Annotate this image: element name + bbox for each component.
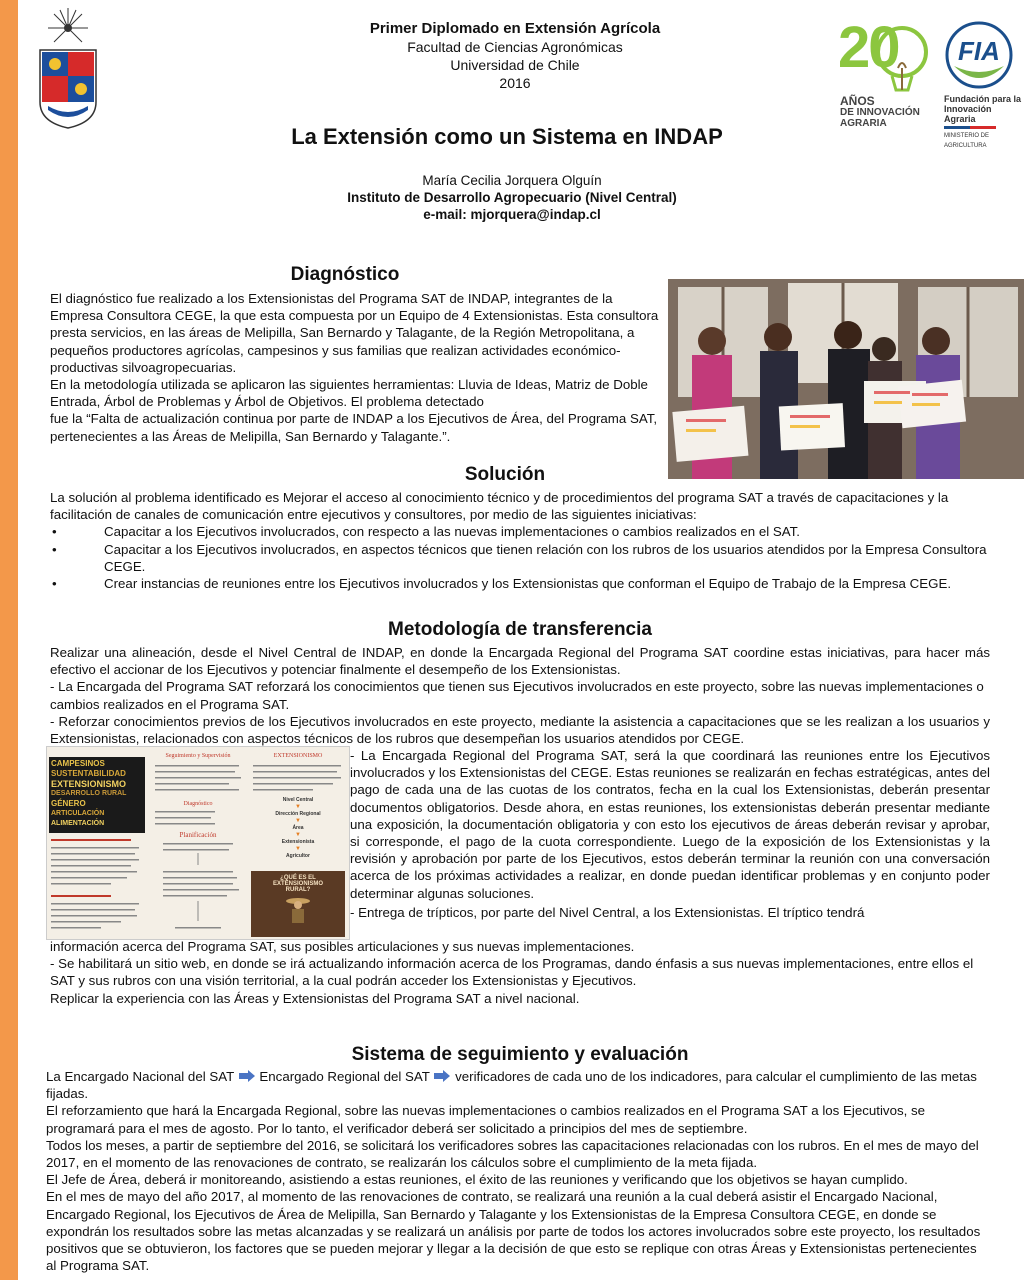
team-photo (668, 279, 1024, 479)
triptico-flow (251, 797, 345, 860)
flow-4: Extensionista (281, 839, 315, 845)
triptico-question-panel (251, 871, 345, 937)
header-block (300, 20, 730, 92)
seguimiento-heading: Sistema de seguimiento y evaluación (351, 1044, 689, 1065)
triptico-col2-sub1: Diagnóstico (183, 801, 213, 807)
anos-line3: AGRARIA (840, 118, 887, 129)
solucion-bullet-3: • Crear instancias de reuniones entre los Ejecutivos involucrados y los Extensionistas que conforman el Equipo de Trabajo de la Empresa CEGE. (50, 575, 990, 592)
triptico-col3-title: EXTENSIONISMO (273, 753, 323, 759)
metodologia-heading: Metodología de transferencia (388, 619, 652, 640)
seguimiento-p2: El reforzamiento que hará la Encargada Regional, sobre las nuevas implementaciones o cambios realizados en el Programa SAT a los Ejecutivos, se programará para el mes de agosto. Por lo tanto, el verificador deberá ser solicitado a principios del mes de septiembre. (46, 1103, 926, 1136)
flow-arrow-4-icon: ▼ (295, 846, 301, 852)
solucion-list (50, 523, 990, 592)
triptico-col3-text (251, 763, 345, 795)
year: 2016 (499, 75, 531, 91)
seguimiento-l1c: verificadores de cada uno de los indicadores, para calcular el cumplimiento de las metas fijadas. (46, 1069, 977, 1102)
diagnostico-p1: El diagnóstico fue realizado a los Extensionistas del Programa SAT de INDAP, integrantes de la Empresa Consultora CEGE, la que esta compuesta por un Equipo de 4 Extensionistas. Esta consultora presta servicios, en las áreas de Melipilla, San Bernardo y Talagante, de la Región Metropolitana, a pequeños productores agrícolas, campesinos y sus familias que realizan actividades económico-productivas silvoagropecuarias. (50, 291, 659, 375)
metodologia-p2: - La Encargada del Programa SAT reforzará los conocimientos que tienen sus Ejecutivos involucrados en este proyecto, sobre las nuevas implementaciones o cambios realizados en el Programa SAT. (50, 679, 984, 712)
metodologia-text-top (50, 644, 990, 747)
diagnostico-text (50, 290, 666, 445)
fia-line1: Fundación para la (944, 94, 1022, 104)
flow-1: Nivel Central (282, 797, 314, 803)
fia-line2: Innovación Agraria (944, 104, 992, 124)
solucion-text (50, 489, 990, 592)
metodologia-p1: Realizar una alineación, desde el Nivel Central de INDAP, en donde la Encargada Regional del Programa SAT coordine estas iniciativas, para hacer más efectivo el accionar de los Ejecutivos y potenciar finalmente el desempeño de los Extensionistas. (50, 645, 990, 678)
metodologia-p5b: información acerca del Programa SAT, sus posibles articulaciones y sus nuevas implementaciones. (50, 939, 635, 954)
flow-arrow-2-icon: ▼ (295, 818, 301, 824)
solucion-intro: La solución al problema identificado es Mejorar el acceso al conocimiento técnico y de procedimientos del programa SAT a través de capacitaciones y la facilitación de canales de comunicación entre ejecutivos y consultores, por medio de las siguientes iniciativas: (50, 490, 949, 523)
anos-line2: DE INNOVACIÓN (840, 107, 920, 118)
flow-2: Dirección Regional (275, 811, 321, 817)
diagnostico-p2: En la metodología utilizada se aplicaron las siguientes herramientas: Lluvia de Ideas, Matriz de Doble Entrada, Árbol de Problemas y Árbol de Objetivos. El problema detectado (50, 377, 648, 410)
diagnostico-p3: fue la “Falta de actualización continua por parte de INDAP a los Ejecutivos de Área, del Programa SAT, pertenecientes a las Áreas de Melipilla, San Bernardo y Talagante.”. (50, 411, 658, 444)
flow-5: Agricultor (286, 853, 310, 859)
flow-arrow-3-icon: ▼ (295, 832, 301, 838)
word-7: ALIMENTACIÓN (51, 820, 105, 827)
anos-line1: AÑOS (840, 94, 875, 108)
solucion-bullet-1: • Capacitar a los Ejecutivos involucrados, con respecto a las nuevas implementaciones o cambios realizados en el SAT. (50, 523, 990, 540)
triptico-col2-text (151, 761, 245, 937)
university-crest-logo (36, 6, 100, 130)
seguimiento-p1 (46, 1068, 990, 1102)
seguimiento-p4: El Jefe de Área, deberá ir monitoreando, asistiendo a estas reuniones, el éxito de las reuniones y verificando que los objetivos se hayan cumplido. (46, 1172, 908, 1188)
arrow-right-icon (239, 1070, 255, 1082)
seguimiento-p3: Todos los meses, a partir de septiembre del 2016, se solicitará los verificadores sobres las capacitaciones relacionadas con los rubros. En el mes de mayo del 2017, en el momento de las renovaciones de contrato, se realizarán los cálculos sobre el cumplimiento de la meta fijada. (46, 1137, 979, 1171)
metodologia-p3: - Reforzar conocimientos previos de los Ejecutivos involucrados en este proyecto, mediante la asistencia a capacitaciones que se les realizan a los usuarios y Extensionistas, relacionados con aspectos técnicos de los rubros que desempeñan los usuarios atendidos por CEGE. (50, 713, 990, 747)
flow-3: Área (292, 825, 304, 831)
word-cloud (49, 757, 145, 833)
metodologia-p6: - Se habilitará un sitio web, en donde se irá actualizando información acerca de los Programas, dando énfasis a sus nuevas implementaciones, entre ellos el SAT y sus rubros con una visión territorial, a la cual podrán acceder los Extensionistas y Ejecutivos. (50, 956, 974, 989)
metodologia-p4: - La Encargada Regional del Programa SAT, será la que coordinará las reuniones entre los Ejecutivos involucrados y los Extensionistas del CEGE. Estas reuniones se realizarán en fechas estratégicas, antes del pago de cada una de las cuotas de los contratos, fecha en la cual los Extensionistas, deberán presentar documentos obligatorios. Desde ahora, en estas reuniones, los extensionistas deberán presentar mediante una exposición, la documentación obligatoria y con esto los ejecutivos de áreas deberán revisar y aprobar, si corresponde, el pago de la cuota correspondiente. Luego de la exposición de los Extensionistas y la revisión y aprobación por parte de los Ejecutivos, estos deberán terminar la reunión con una conversación acerca de los próximas actividades a realizar, en donde puedan identificar problemas y en conjunto poder determinar algunas soluciones. (350, 748, 990, 901)
triptico-image (46, 746, 350, 940)
seguimiento-text (46, 1068, 990, 1274)
seguimiento-l1a: La Encargado Nacional del SAT (46, 1069, 235, 1084)
arrow-right-icon (434, 1070, 450, 1082)
fia-logo (944, 20, 1022, 149)
poster-title: La Extensión como un Sistema en INDAP (291, 124, 723, 149)
word-6: ARTICULACIÓN (51, 810, 105, 817)
side-stripe (0, 0, 18, 1280)
seguimiento-p5: En el mes de mayo del año 2017, al momento de las renovaciones de contrato, se realizará una reunión a la cual deberá asistir el Encargado Nacional, Encargado Regional, los Ejecutivos de Área de Melipilla, San Bernardo y Talagante y los Extensionistas de la Empresa Consultora CEGE, en donde se expondrán los resultados sobre las metas alcanzadas y se realizará un análisis por parte de todos los actores involucrados sobre este proyecto, los resultados positivos que se obtuvieron, los factores que se pueden mejorar y llegar a la decisión de que esto se replique con otras Áreas y Extensionistas pertenecientes al Programa SAT. (46, 1189, 981, 1274)
word-1: CAMPESINOS (51, 759, 105, 768)
triptico-col2-title: Seguimiento y Supervisión (165, 753, 231, 759)
author-name: María Cecilia Jorquera Olguín (422, 173, 602, 188)
fia-line3: MINISTERIO DE AGRICULTURA (944, 133, 990, 149)
metodologia-text-wrap (350, 747, 990, 921)
anos-innovacion-logo (836, 15, 936, 130)
author-institution: Instituto de Desarrollo Agropecuario (Nivel Central) (347, 190, 677, 205)
triptico-question: ¿QUÉ ES EL EXTENSIONISMO RURAL? (272, 875, 323, 893)
author-block (180, 172, 844, 223)
triptico-col1-text (49, 837, 145, 937)
seguimiento-l1b: Encargado Regional del SAT (259, 1069, 430, 1084)
university-name: Universidad de Chile (450, 57, 580, 73)
word-3: EXTENSIONISMO (51, 779, 127, 789)
metodologia-p7: Replicar la experiencia con las Áreas y Extensionistas del Programa SAT a nivel nacional. (50, 990, 580, 1006)
metodologia-text-bottom (50, 938, 990, 1007)
word-2: SUSTENTABILIDAD (51, 769, 126, 778)
solucion-bullet-2: • Capacitar a los Ejecutivos involucrados, en aspectos técnicos que tienen relación con los rubros de los usuarios atendidos por la Empresa Consultora CEGE. (50, 541, 990, 575)
author-email: e-mail: mjorquera@indap.cl (423, 207, 601, 222)
metodologia-p5a: - Entrega de trípticos, por parte del Nivel Central, a los Extensionistas. El tríptico tendrá (350, 904, 865, 920)
fia-acronym: FIA (958, 36, 1000, 66)
anos-number: 20 (838, 15, 899, 80)
solucion-heading: Solución (464, 464, 546, 485)
farmer-icon (268, 893, 328, 923)
program-name: Primer Diplomado en Extensión Agrícola (369, 20, 661, 37)
diagnostico-heading: Diagnóstico (290, 264, 400, 285)
word-5: GÉNERO (51, 799, 86, 808)
flow-arrow-1-icon: ▼ (295, 804, 301, 810)
word-4: DESARROLLO RURAL (51, 790, 127, 797)
triptico-col2-sub2: Planificación (179, 831, 217, 839)
faculty-name: Facultad de Ciencias Agronómicas (407, 39, 623, 55)
